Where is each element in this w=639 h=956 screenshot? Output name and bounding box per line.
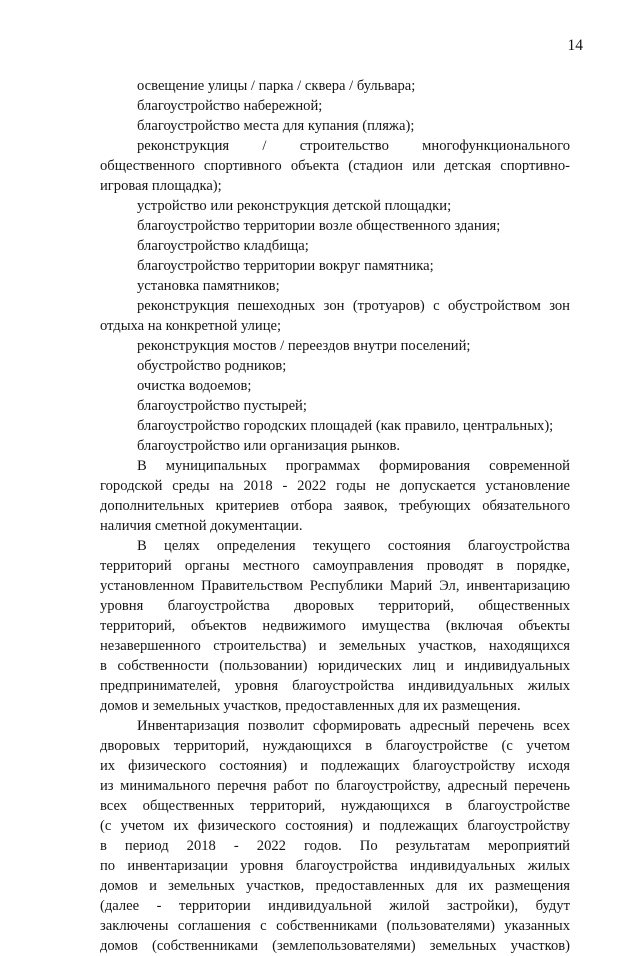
text-line-content: территорий, объектов недвижимого имущества (включая объекты xyxy=(100,618,570,634)
text-line xyxy=(100,436,570,456)
text-line xyxy=(100,216,570,236)
text-line xyxy=(100,316,570,336)
text-line xyxy=(100,516,570,536)
text-line xyxy=(100,476,570,496)
text-line-content: устройство или реконструкция детской площадки; xyxy=(137,198,452,214)
text-line-content: В целях определения текущего состояния благоустройства xyxy=(137,538,570,554)
text-line xyxy=(100,876,570,896)
text-line-content: в период 2018 - 2022 годов. По результатам мероприятий xyxy=(100,838,570,854)
text-line xyxy=(100,456,570,476)
text-line-content: наличия сметной документации. xyxy=(100,518,303,534)
text-line xyxy=(100,896,570,916)
text-line xyxy=(100,856,570,876)
page-number: 14 xyxy=(567,37,583,54)
text-line-content: домов и земельных участков, предоставленных для их размещения xyxy=(100,878,570,894)
text-line-content: реконструкция / строительство многофункционального xyxy=(137,138,570,154)
text-line-content: реконструкция пешеходных зон (тротуаров) с обустройством зон xyxy=(137,298,570,314)
text-line xyxy=(100,276,570,296)
text-line xyxy=(100,656,570,676)
text-line-content: уровня благоустройства дворовых территорий, общественных xyxy=(100,598,570,614)
text-line xyxy=(100,156,570,176)
text-line xyxy=(100,736,570,756)
text-line xyxy=(100,676,570,696)
text-line-content: благоустройство территории возле общественного здания; xyxy=(137,218,501,234)
text-line xyxy=(100,336,570,356)
text-line xyxy=(100,816,570,836)
text-line-content: благоустройство пустырей; xyxy=(137,398,307,414)
text-line-content: (с учетом их физического состояния) и подлежащих благоустройству xyxy=(100,818,570,834)
text-line-content: обустройство родников; xyxy=(137,358,287,374)
text-line-content: В муниципальных программах формирования современной xyxy=(137,458,570,474)
text-line-content: очистка водоемов; xyxy=(137,378,252,394)
text-line-content: игровая площадка); xyxy=(100,178,222,194)
text-line-content: в собственности (пользовании) юридических лиц и индивидуальных xyxy=(100,658,570,674)
text-line xyxy=(100,716,570,736)
text-line-content: благоустройство или организация рынков. xyxy=(137,438,401,454)
text-line-content: благоустройство места для купания (пляжа); xyxy=(137,118,415,134)
text-line-content: благоустройство набережной; xyxy=(137,98,323,114)
text-line xyxy=(100,356,570,376)
text-line-content: территорий органы местного самоуправления проводят в порядке, xyxy=(100,558,570,574)
text-line-content: реконструкция мостов / переездов внутри поселений; xyxy=(137,338,471,354)
text-line xyxy=(100,636,570,656)
text-line-content: из минимального перечня работ по благоустройству, адресный перечень xyxy=(100,778,570,794)
text-line-content: Инвентаризация позволит сформировать адресный перечень всех xyxy=(137,718,570,734)
document-body xyxy=(100,76,570,956)
text-line-content: общественного спортивного объекта (стадион или детская спортивно- xyxy=(100,158,570,174)
text-line-content: отдыха на конкретной улице; xyxy=(100,318,282,334)
text-line-content: незавершенного строительства) и земельных участков, находящихся xyxy=(100,638,570,654)
text-line-content: городской среды на 2018 - 2022 годы не допускается установление xyxy=(100,478,570,494)
text-line-content: заключены соглашения с собственниками (пользователями) указанных xyxy=(100,918,570,934)
text-line xyxy=(100,256,570,276)
text-line xyxy=(100,556,570,576)
text-line xyxy=(100,796,570,816)
text-line-content: благоустройство кладбища; xyxy=(137,238,309,254)
text-line xyxy=(100,116,570,136)
text-line xyxy=(100,496,570,516)
text-line xyxy=(100,776,570,796)
text-line xyxy=(100,416,570,436)
text-line-content: установленном Правительством Республики Марий Эл, инвентаризацию xyxy=(100,578,570,594)
text-line-content: благоустройство территории вокруг памятника; xyxy=(137,258,434,274)
text-line xyxy=(100,536,570,556)
text-line xyxy=(100,696,570,716)
text-line-content: домов (собственниками (землепользователями) земельных участков) xyxy=(100,938,570,954)
text-line xyxy=(100,576,570,596)
text-line-content: домов и земельных участков, предоставленных для их размещения. xyxy=(100,698,521,714)
text-line xyxy=(100,916,570,936)
text-line xyxy=(100,136,570,156)
text-line-content: по инвентаризации уровня благоустройства индивидуальных жилых xyxy=(100,858,570,874)
text-line xyxy=(100,836,570,856)
text-line xyxy=(100,376,570,396)
text-line xyxy=(100,596,570,616)
text-line xyxy=(100,76,570,96)
text-line xyxy=(100,296,570,316)
text-line xyxy=(100,96,570,116)
text-line-content: их физического состояния) и подлежащих благоустройству исходя xyxy=(100,758,570,774)
text-line-content: предпринимателей, уровня благоустройства индивидуальных жилых xyxy=(100,678,570,694)
text-line-content: всех общественных территорий, нуждающихся в благоустройстве xyxy=(100,798,570,814)
text-line xyxy=(100,756,570,776)
text-line-content: дополнительных критериев отбора заявок, требующих обязательного xyxy=(100,498,570,514)
text-line xyxy=(100,396,570,416)
text-line xyxy=(100,236,570,256)
text-line-content: (далее - территории индивидуальной жилой застройки), будут xyxy=(100,898,570,914)
text-line xyxy=(100,936,570,956)
text-line xyxy=(100,616,570,636)
text-line xyxy=(100,176,570,196)
text-line-content: установка памятников; xyxy=(137,278,280,294)
text-line xyxy=(100,196,570,216)
text-line-content: освещение улицы / парка / сквера / бульвара; xyxy=(137,78,416,94)
text-line-content: благоустройство городских площадей (как правило, центральных); xyxy=(137,418,554,434)
text-line-content: дворовых территорий, нуждающихся в благоустройстве (с учетом xyxy=(100,738,570,754)
